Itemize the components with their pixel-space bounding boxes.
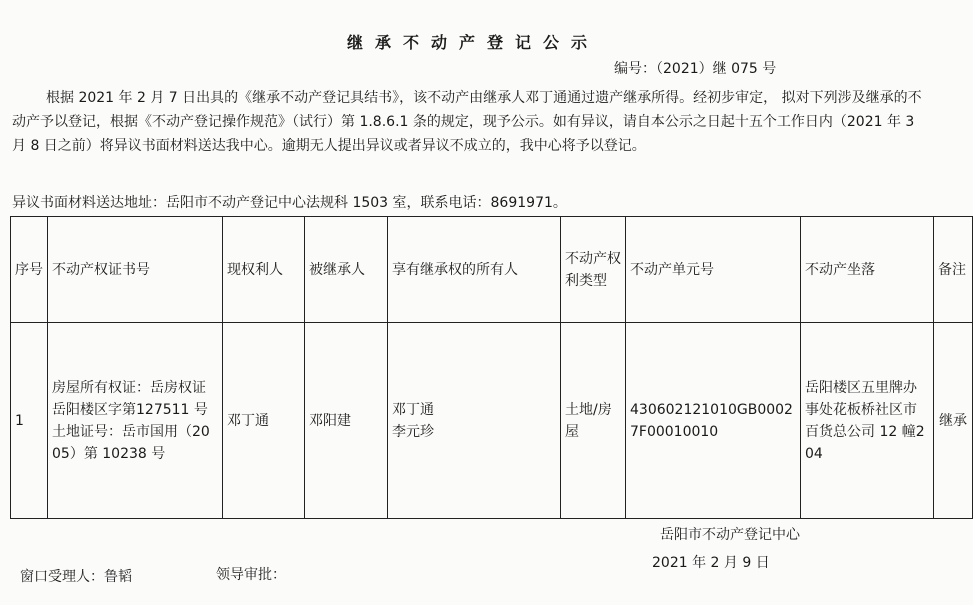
table-header-row — [11, 217, 973, 323]
header-heirs: 享有继承权的所有人 — [388, 217, 561, 323]
header-type: 不动产权利类型 — [561, 217, 626, 323]
objection-address: 异议书面材料送达地址：岳阳市不动产登记中心法规科 1503 室，联系电话：8691971。 — [12, 195, 567, 211]
heir-name: 邓丁通 — [392, 401, 434, 418]
cell-decedent: 邓阳建 — [305, 323, 388, 519]
page-title: 继承不动产登记公示 — [346, 33, 599, 52]
registration-table — [10, 216, 973, 519]
leader-approval: 领导审批： — [216, 567, 286, 583]
header-location: 不动产坐落 — [801, 217, 934, 323]
cell-type: 土地/房屋 — [561, 323, 626, 519]
header-decedent: 被继承人 — [305, 217, 388, 323]
issuing-org: 岳阳市不动产登记中心 — [660, 527, 800, 543]
window-clerk: 窗口受理人：鲁韬 — [20, 569, 132, 585]
table-row — [11, 323, 973, 519]
cell-owner: 邓丁通 — [223, 323, 305, 519]
header-note: 备注 — [934, 217, 973, 323]
cell-heirs — [388, 323, 561, 519]
cell-unit: 430602121010GB00027F00010010 — [626, 323, 801, 519]
heir-name: 李元珍 — [392, 423, 434, 440]
document-number: 编号：（2021）继 075 号 — [614, 61, 777, 77]
cert-house: 房屋所有权证：岳房权证岳阳楼区字第127511 号 — [52, 379, 208, 418]
header-owner: 现权利人 — [223, 217, 305, 323]
cell-cert — [48, 323, 223, 519]
notice-paragraph: 根据 2021 年 2 月 7 日出具的《继承不动产登记具结书》，该不动产由继承人邓丁通通过遗产继承所得。经初步审定， 拟对下列涉及继承的不动产予以登记，根据《不动产登记操作规范》（试行）第 1.8.6.1 条的规定，现予公示。如有异议，请自本公示之日起十五个工作日内（2021 年 3 月 8 日之前）将异议书面材料送达我中心。逾期无人提出异议或者异议不成立的，我中心将予以登记。 — [12, 90, 922, 154]
cell-location: 岳阳楼区五里牌办事处花板桥社区市百货总公司 12 幢204 — [801, 323, 934, 519]
header-seq: 序号 — [11, 217, 48, 323]
header-cert: 不动产权证书号 — [48, 217, 223, 323]
issue-date: 2021 年 2 月 9 日 — [652, 555, 770, 571]
cell-seq: 1 — [11, 323, 48, 519]
cert-land: 土地证号：岳市国用（2005）第 10238 号 — [52, 423, 210, 462]
cell-note: 继承 — [934, 323, 973, 519]
header-unit: 不动产单元号 — [626, 217, 801, 323]
